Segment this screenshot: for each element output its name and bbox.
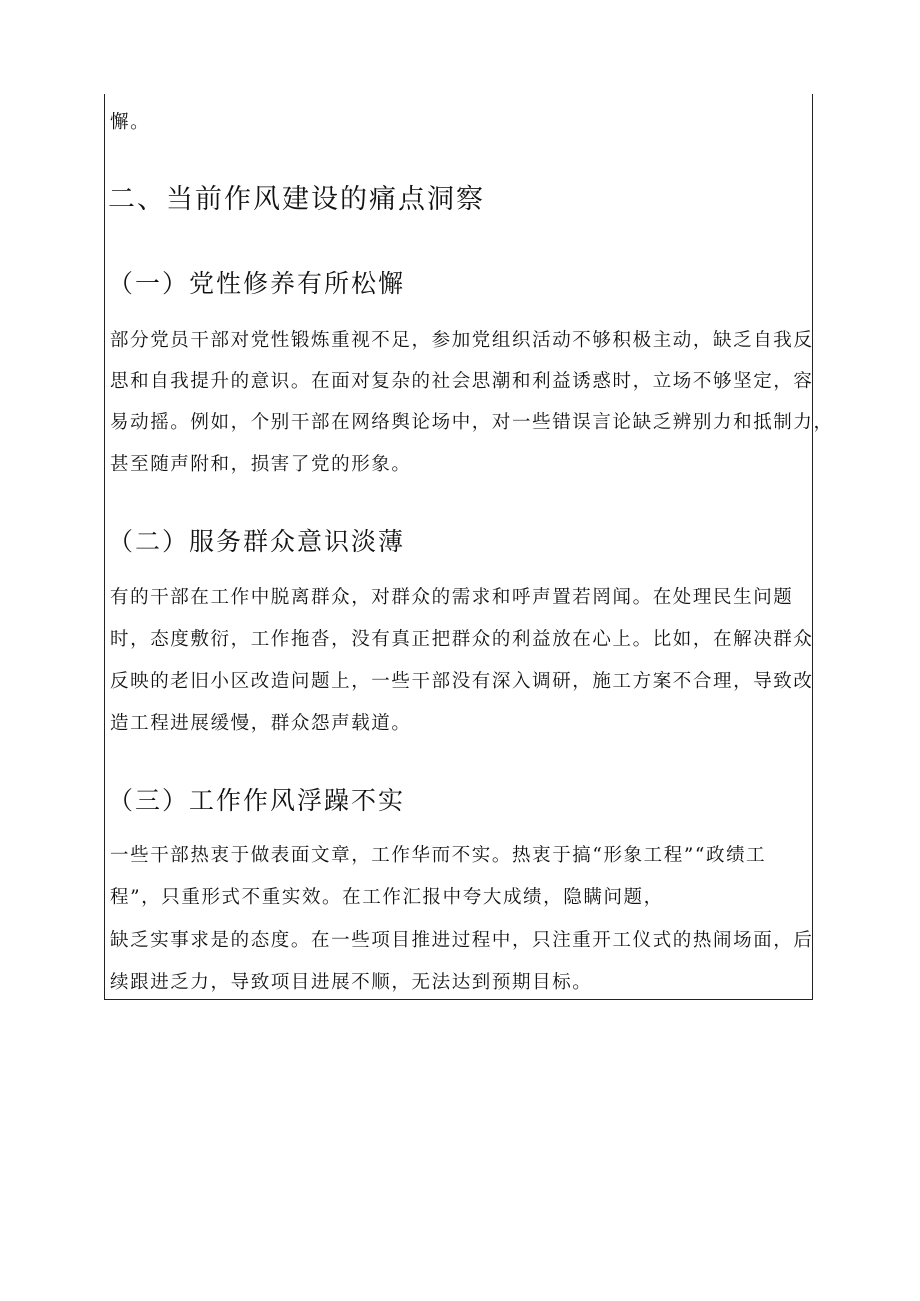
paragraph-line: 易动摇。例如，个别干部在网络舆论场中，对一些错误言论缺乏辨别力和抵制力， xyxy=(110,412,834,433)
paragraph-line: 甚至随声附和，损害了党的形象。 xyxy=(110,454,412,475)
paragraph-line: 部分党员干部对党性锻炼重视不足，参加党组织活动不够积极主动，缺乏自我反 xyxy=(110,330,814,351)
paragraph-line: 一些干部热衷于做表面文章，工作华而不实。热衷于搞“形象工程”“政绩工 xyxy=(110,845,767,866)
paragraph-line: 程”，只重形式不重实效。在工作汇报中夸大成绩，隐瞒问题， xyxy=(110,887,664,908)
paragraph-line: 反映的老旧小区改造问题上，一些干部没有深入调研，施工方案不合理，导致改 xyxy=(110,671,814,692)
subsection-heading-3: （三）工作作风浮躁不实 xyxy=(108,786,406,815)
subsection-heading-2: （二）服务群众意识淡薄 xyxy=(108,527,406,556)
paragraph-line: 造工程进展缓慢，群众怨声载道。 xyxy=(110,713,412,734)
continuation-text: 懈。 xyxy=(110,112,151,133)
paragraph-line: 缺乏实事求是的态度。在一些项目推进过程中，只注重开工仪式的热闹场面，后 xyxy=(110,930,814,951)
paragraph-line: 思和自我提升的意识。在面对复杂的社会思潮和利益诱惑时，立场不够坚定，容 xyxy=(110,371,814,392)
paragraph-line: 续跟进乏力，导致项目进展不顺，无法达到预期目标。 xyxy=(110,972,593,993)
paragraph-line: 有的干部在工作中脱离群众，对群众的需求和呼声置若罔闻。在处理民生问题 xyxy=(110,587,794,608)
paragraph-line: 时，态度敷衍，工作拖沓，没有真正把群众的利益放在心上。比如，在解决群众 xyxy=(110,629,814,650)
subsection-heading-1: （一）党性修养有所松懈 xyxy=(108,269,406,298)
section-heading: 二、当前作风建设的痛点洞察 xyxy=(108,184,485,215)
